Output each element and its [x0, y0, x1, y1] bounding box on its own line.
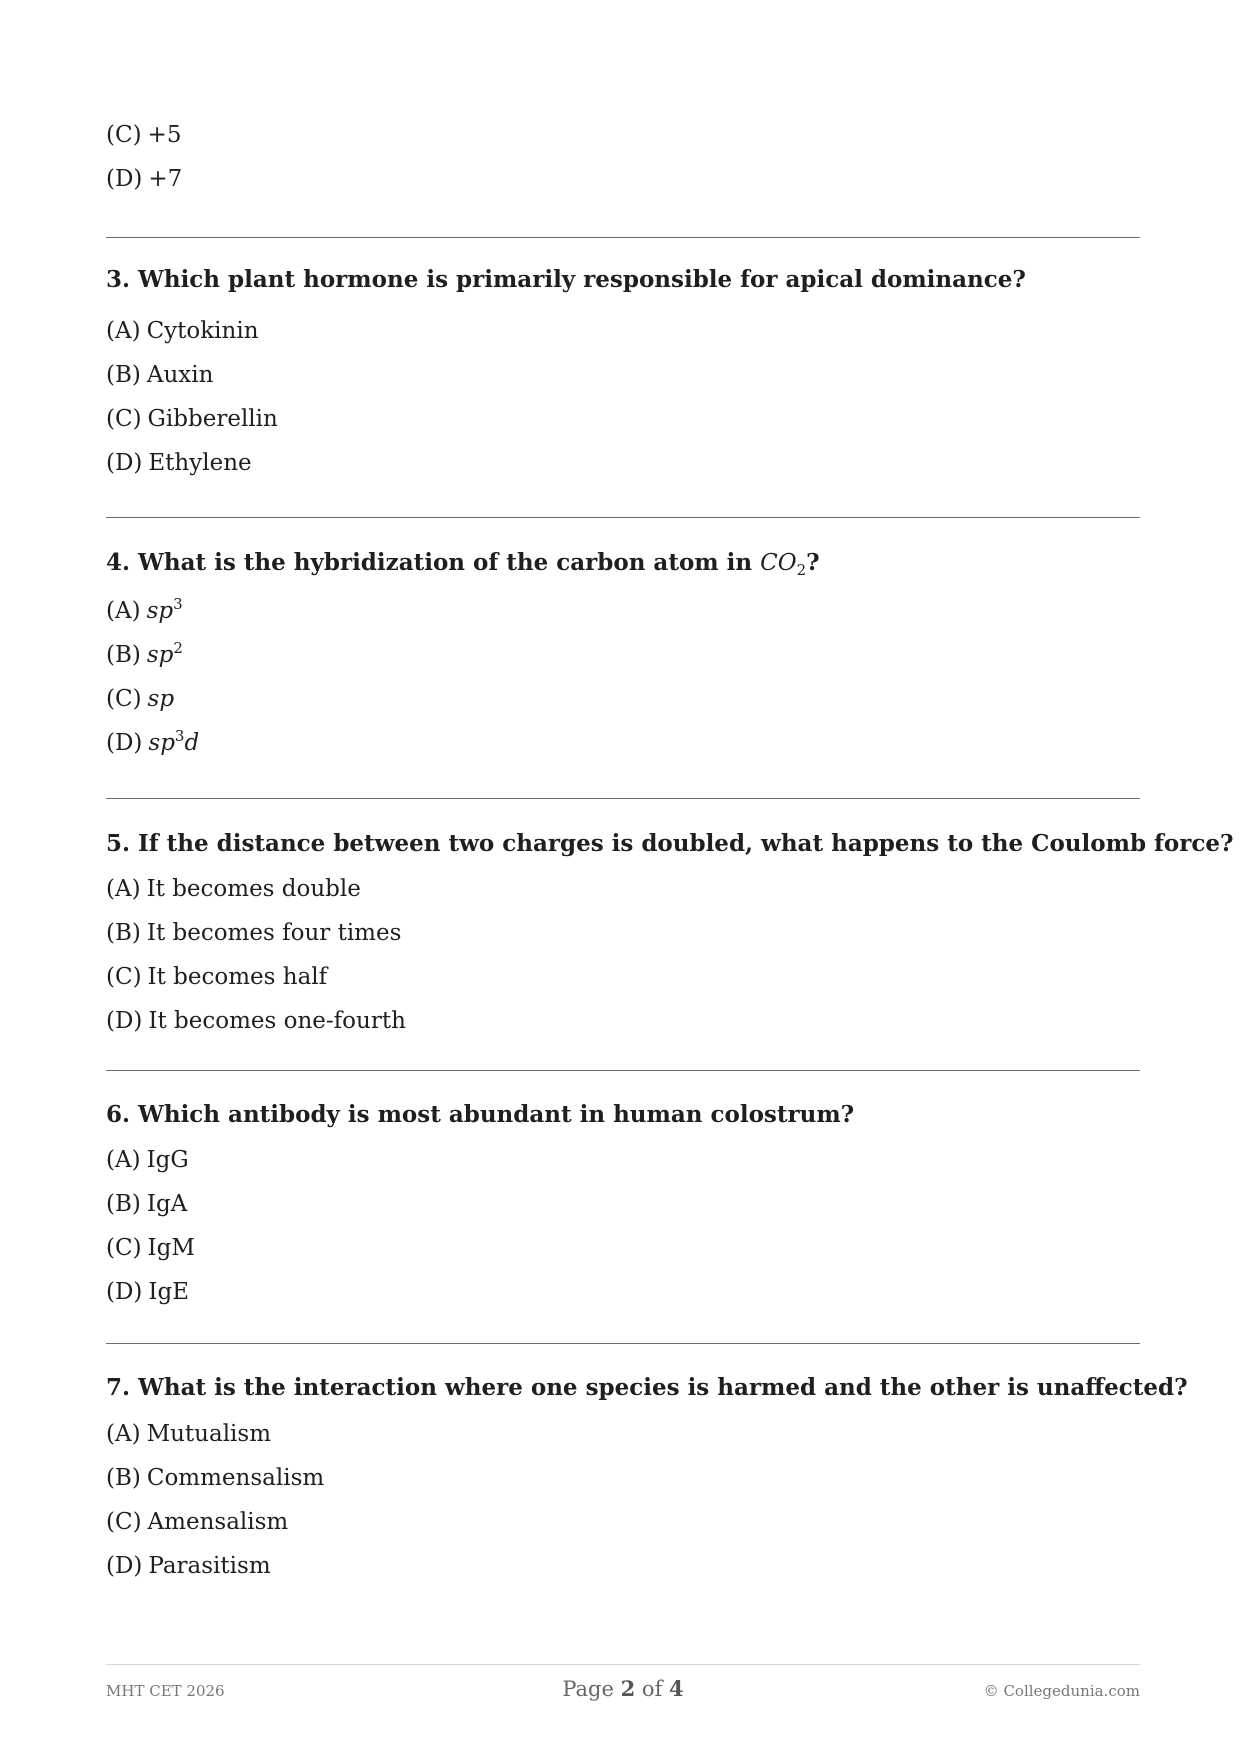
- option-c: (C) Amensalism: [106, 1509, 289, 1535]
- question-7: [106, 1373, 1188, 1595]
- question-title: 7. What is the interaction where one species is harmed and the other is unaffected?: [106, 1374, 1188, 1401]
- option-a: (A) Cytokinin: [106, 318, 259, 344]
- option-text: +7: [148, 166, 183, 192]
- co2-formula: $CO_2$: [760, 550, 807, 579]
- page-number: Page 2 of 4: [562, 1676, 684, 1701]
- option-d: (D) $sp^3d$: [106, 727, 200, 756]
- option-a: (A) IgG: [106, 1147, 189, 1173]
- copyright-text: © Collegedunia.com: [983, 1682, 1140, 1700]
- option-a: (A) $sp^3$: [106, 595, 183, 624]
- option-text: +5: [147, 122, 182, 148]
- question-title: 5. If the distance between two charges is doubled, what happens to the Coulomb force?: [106, 830, 1234, 857]
- question-title: 3. Which plant hormone is primarily responsible for apical dominance?: [106, 266, 1026, 293]
- option-b: (B) IgA: [106, 1191, 188, 1217]
- footer-divider: [106, 1664, 1140, 1665]
- option-label: (C): [106, 122, 142, 148]
- option-b: (B) $sp^2$: [106, 639, 183, 668]
- question-divider: [106, 237, 1140, 238]
- question-divider: [106, 1343, 1140, 1344]
- option-d: (D) Ethylene: [106, 450, 252, 476]
- option-b: (B) Commensalism: [106, 1465, 325, 1491]
- question-divider: [106, 1070, 1140, 1071]
- option-c: [106, 120, 1140, 164]
- option-d: (D) Parasitism: [106, 1553, 271, 1579]
- question-title: 4. What is the hybridization of the carbon atom in $CO_2$?: [106, 549, 820, 579]
- question-title: 6. Which antibody is most abundant in human colostrum?: [106, 1101, 855, 1128]
- option-c: (C) Gibberellin: [106, 406, 278, 432]
- exam-name: MHT CET 2026: [106, 1682, 225, 1700]
- question-6: [106, 1100, 1140, 1321]
- question-divider: [106, 798, 1140, 799]
- question-2-options-continued: [106, 120, 1140, 208]
- question-5: [106, 829, 1234, 1050]
- option-c: (C) IgM: [106, 1235, 195, 1261]
- option-a: (A) Mutualism: [106, 1421, 272, 1447]
- option-label: (D): [106, 166, 143, 192]
- option-b: (B) It becomes four times: [106, 920, 402, 946]
- question-paper-page: [106, 110, 1234, 1595]
- option-d: (D) IgE: [106, 1279, 189, 1305]
- option-d: [106, 164, 1140, 208]
- option-d: (D) It becomes one-fourth: [106, 1008, 406, 1034]
- question-divider: [106, 517, 1140, 518]
- question-3: [106, 265, 1140, 492]
- option-c: (C) sp: [106, 686, 175, 712]
- option-a: (A) It becomes double: [106, 876, 361, 902]
- question-4: [106, 548, 1140, 772]
- option-b: (B) Auxin: [106, 362, 214, 388]
- page-footer: [106, 1676, 1140, 1706]
- option-c: (C) It becomes half: [106, 964, 328, 990]
